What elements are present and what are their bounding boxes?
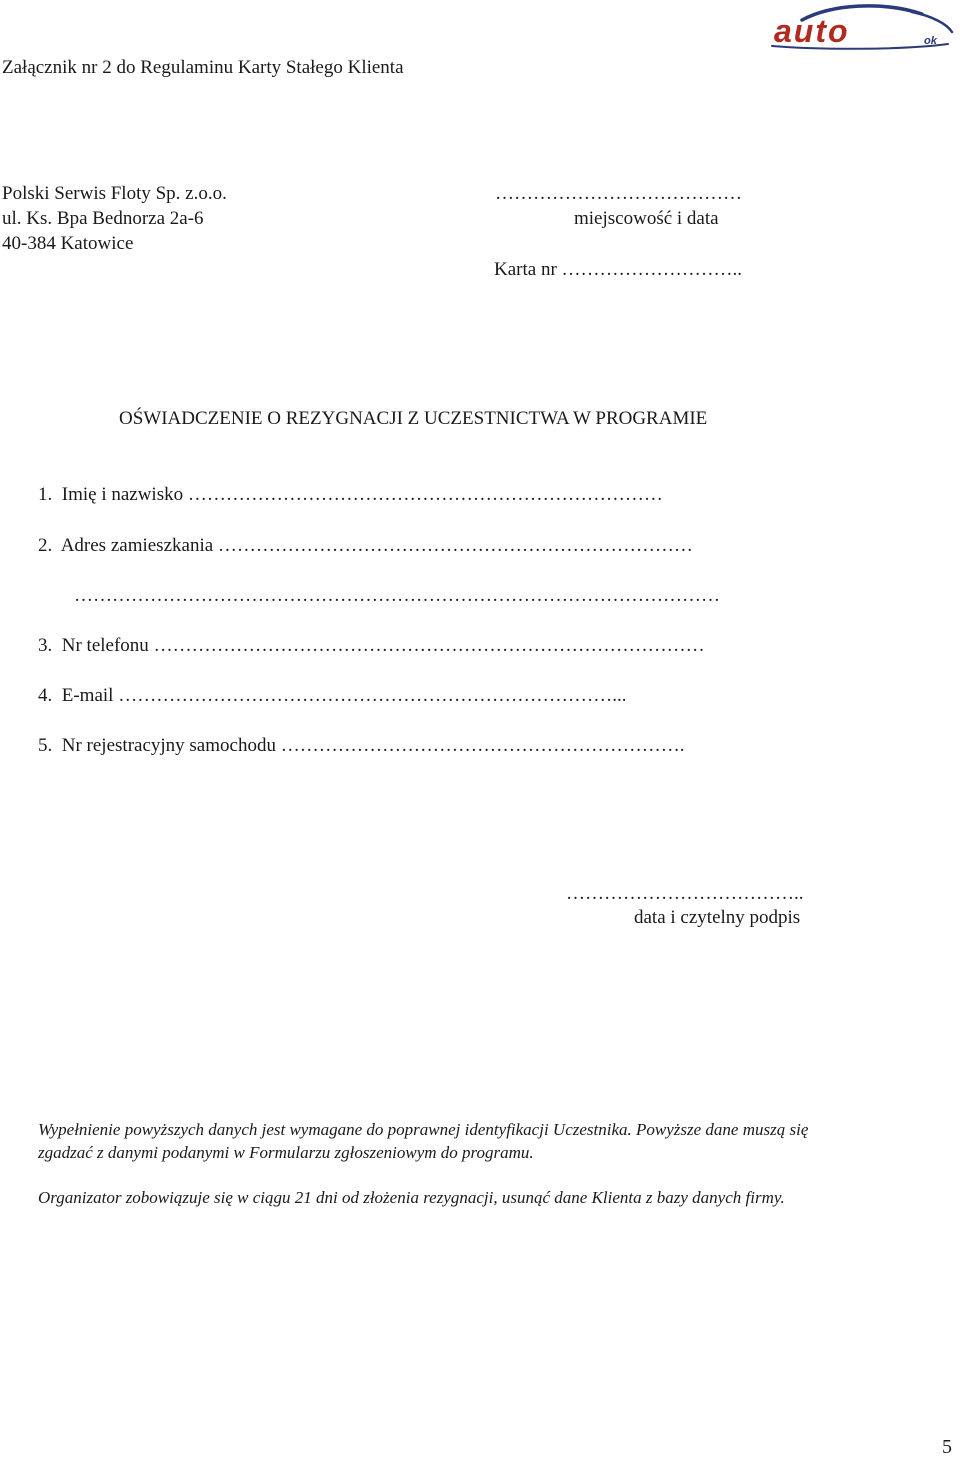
field-address-continuation <box>74 585 720 607</box>
field-number: 1. <box>38 484 53 505</box>
field-label: Adres zamieszkania <box>60 535 214 556</box>
field-address <box>38 535 693 557</box>
field-dots: ………………………………………………………………………………………… <box>74 585 720 606</box>
svg-text:ok: ok <box>924 35 937 47</box>
annex-title: Załącznik nr 2 do Regulaminu Karty Stałego Klienta <box>2 57 404 78</box>
signature-label: data i czytelny podpis <box>634 907 801 928</box>
note-line-1: Wypełnienie powyższych danych jest wymagane do poprawnej identyfikacji Uczestnika. Powyższe dane muszą się <box>38 1120 809 1139</box>
field-full-name <box>38 484 663 506</box>
field-label: Nr rejestracyjny samochodu <box>61 735 276 756</box>
note-line-2: zgadzać z danymi podanymi w Formularzu zgłoszeniowym do programu. <box>38 1143 534 1162</box>
svg-text:auto: auto <box>774 13 850 49</box>
declaration-title: OŚWIADCZENIE O REZYGNACJI Z UCZESTNICTWA W PROGRAMIE <box>119 408 708 429</box>
auto-ok-logo <box>762 2 958 52</box>
field-dots: ………………………………………………………………… <box>217 535 693 556</box>
field-dots: ……………………………………………………………………... <box>118 685 627 706</box>
field-number: 4. <box>38 685 53 706</box>
field-label: Imię i nazwisko <box>61 484 184 505</box>
field-registration-number <box>38 735 684 757</box>
field-number: 2. <box>38 535 53 556</box>
field-dots: ………………………………………………………………… <box>187 484 663 505</box>
signature-dots: ……………………………….. <box>566 883 804 904</box>
field-label: Nr telefonu <box>61 635 149 656</box>
company-street: ul. Ks. Bpa Bednorza 2a-6 <box>2 208 204 229</box>
page-number: 5 <box>942 1436 952 1458</box>
company-name: Polski Serwis Floty Sp. z.o.o. <box>2 183 227 204</box>
field-phone <box>38 635 705 657</box>
field-number: 5. <box>38 735 53 756</box>
field-dots: ………………………………………………………. <box>280 735 685 756</box>
place-date-label: miejscowość i data <box>574 208 719 229</box>
note-line-3: Organizator zobowiązuje się w ciągu 21 dni od złożenia rezygnacji, usunąć dane Klienta z bazy danych firmy. <box>38 1188 785 1207</box>
field-email <box>38 685 626 707</box>
place-date-dots: ………………………………… <box>495 183 742 204</box>
card-number-line <box>494 259 742 281</box>
field-number: 3. <box>38 635 53 656</box>
card-number-label: Karta nr <box>494 259 557 280</box>
company-city: 40-384 Katowice <box>2 233 134 254</box>
card-number-dots: ……………………….. <box>561 259 743 280</box>
field-dots: …………………………………………………………………………… <box>153 635 705 656</box>
field-label: E-mail <box>61 685 114 706</box>
